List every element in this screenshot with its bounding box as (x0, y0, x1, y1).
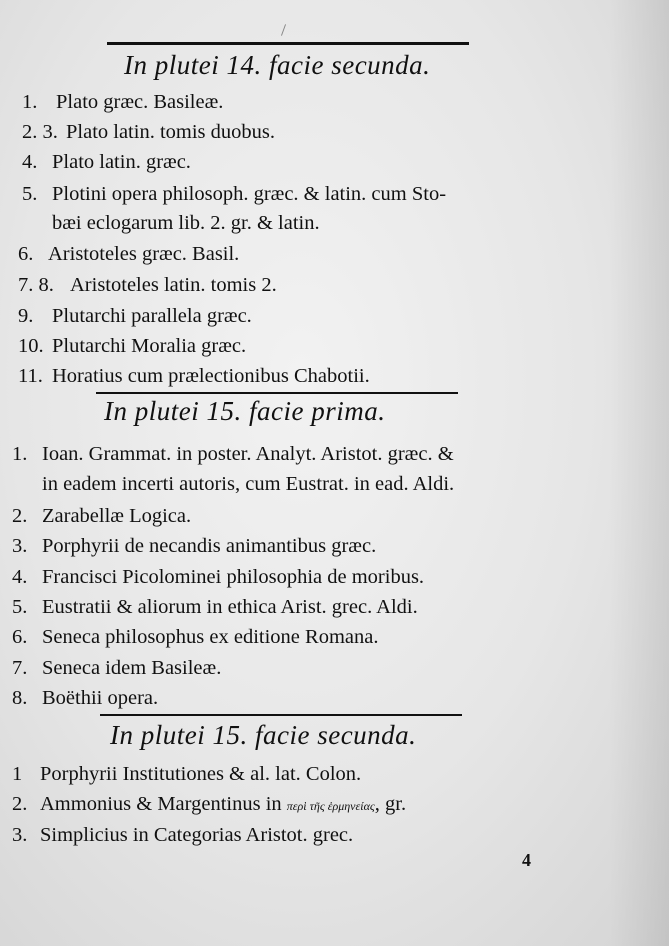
section-rule (96, 392, 458, 394)
item-text: Simplicius in Categorias Aristot. grec. (40, 824, 354, 846)
section-rule (100, 714, 462, 716)
item-number: 2. (12, 505, 28, 527)
item-text: in eadem incerti autoris, cum Eustrat. in ead. Aldi. (42, 473, 455, 495)
item-text: Aristoteles latin. tomis 2. (70, 274, 277, 296)
item-text: Plato latin. græc. (52, 151, 191, 173)
item-number: 2. (12, 793, 28, 815)
item-number: 3. (12, 824, 28, 846)
section-heading: In plutei 15. facie secunda. (110, 720, 417, 750)
item-text: Plotini opera philosoph. græc. & latin. cum Sto- (52, 183, 447, 205)
item-text: Plutarchi parallela græc. (52, 305, 252, 327)
item-number: 7. 8. (18, 274, 54, 296)
item-number: 2. 3. (22, 121, 58, 143)
item-number: 5. (22, 183, 38, 205)
item-text (40, 792, 406, 818)
item-text: Seneca idem Basileæ. (42, 657, 222, 679)
page-number: 4 (522, 850, 531, 870)
item-number: 8. (12, 687, 28, 709)
item-number: 5. (12, 596, 28, 618)
item-number: 3. (12, 535, 28, 557)
section-rule (107, 42, 469, 45)
section-heading: In plutei 15. facie prima. (104, 396, 386, 426)
item-number: 4. (22, 151, 38, 173)
pencil-mark (281, 24, 286, 36)
item-number: 6. (18, 243, 34, 265)
greek-title: περὶ τῆς ἑρμηνείας (286, 799, 375, 813)
item-text: Eustratii & aliorum in ethica Arist. grec. Aldi. (42, 596, 418, 618)
item-text-part: , gr. (374, 793, 407, 815)
item-number: 11. (18, 365, 43, 387)
item-number: 10. (18, 335, 44, 357)
section-heading: In plutei 14. facie secunda. (124, 50, 431, 80)
item-text-part: Ammonius & Margentinus in (40, 793, 282, 815)
item-number: 4. (12, 566, 28, 588)
item-text: Boëthii opera. (42, 687, 159, 709)
item-text: Porphyrii de necandis animantibus græc. (42, 535, 377, 557)
item-text: bæi eclogarum lib. 2. gr. & latin. (52, 212, 320, 234)
item-number: 1 (12, 763, 23, 785)
item-text: Ioan. Grammat. in poster. Analyt. Aristot. græc. & (42, 443, 454, 465)
item-text: Francisci Picolominei philosophia de moribus. (42, 566, 425, 588)
item-text: Plato latin. tomis duobus. (66, 121, 275, 143)
item-text: Horatius cum prælectionibus Chabotii. (52, 365, 370, 387)
item-text: Plato græc. Basileæ. (56, 91, 224, 113)
item-number: 7. (12, 657, 28, 679)
item-number: 1. (12, 443, 28, 465)
item-text: Zarabellæ Logica. (42, 505, 192, 527)
item-number: 1. (22, 91, 38, 113)
item-text: Aristoteles græc. Basil. (48, 243, 240, 265)
page-shadow (609, 0, 669, 946)
item-number: 9. (18, 305, 34, 327)
item-text: Seneca philosophus ex editione Romana. (42, 626, 379, 648)
item-number: 6. (12, 626, 28, 648)
item-text: Porphyrii Institutiones & al. lat. Colon. (40, 763, 362, 785)
item-text: Plutarchi Moralia græc. (52, 335, 247, 357)
